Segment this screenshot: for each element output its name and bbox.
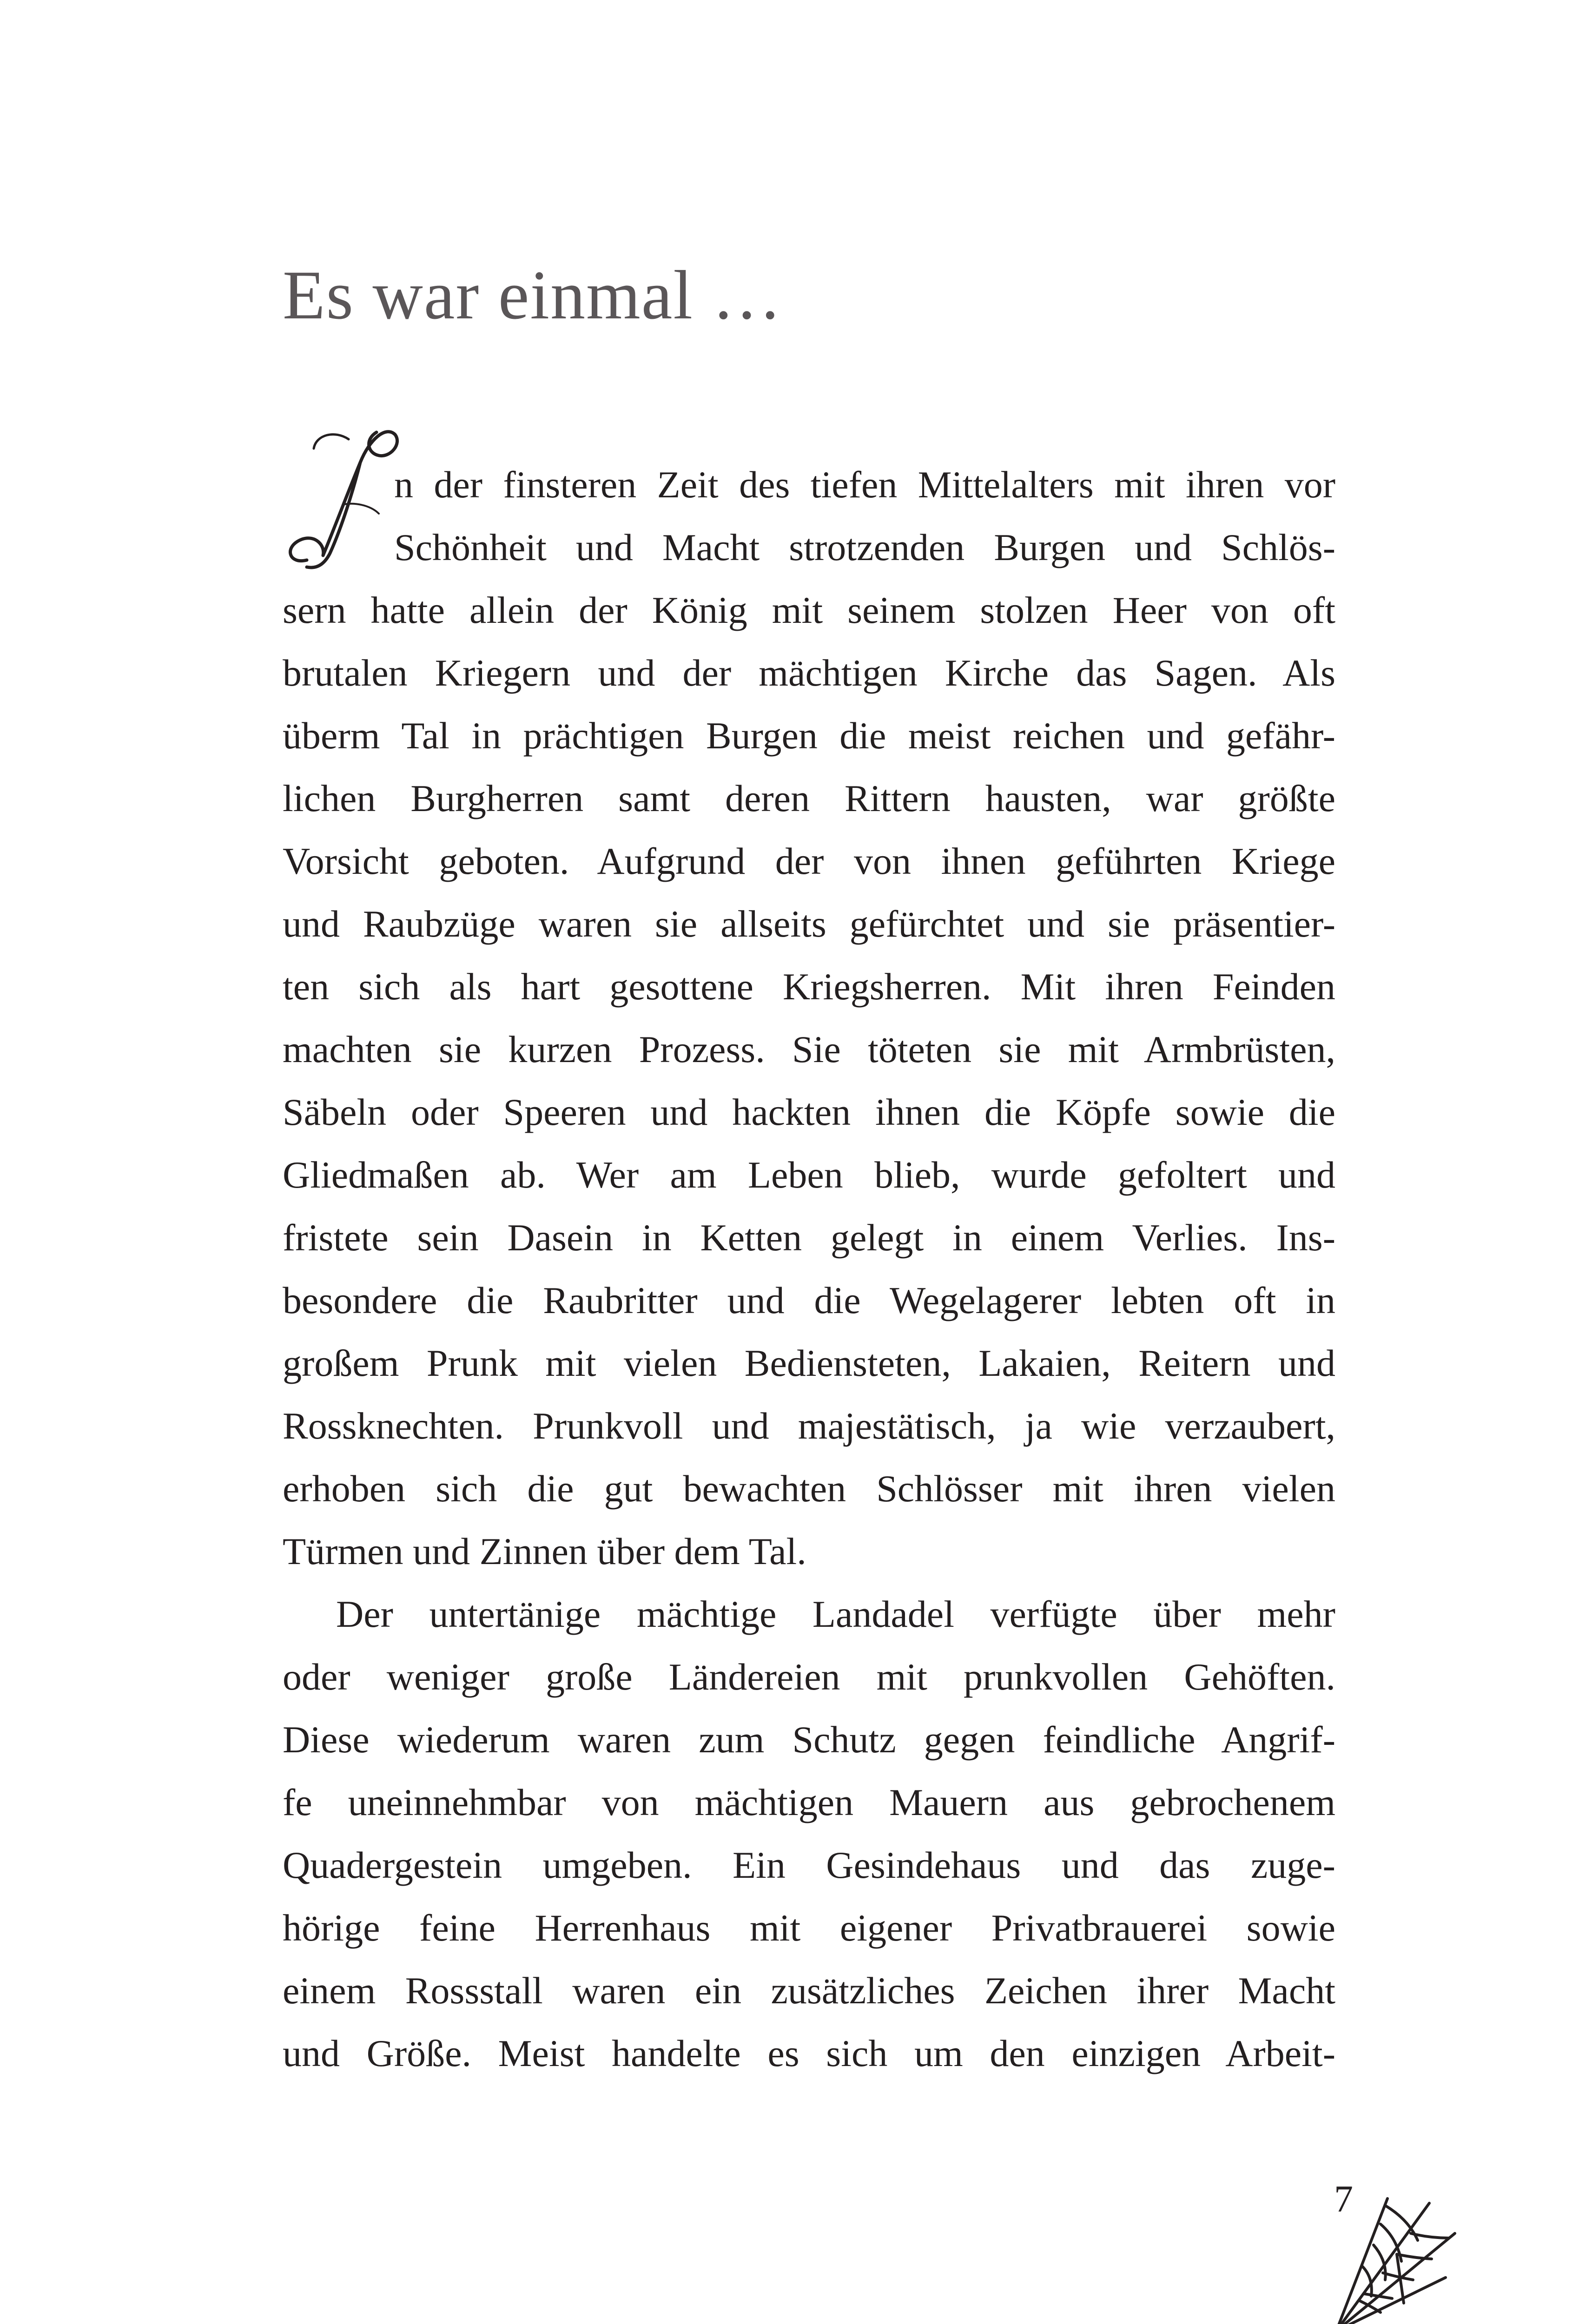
text-line: fe uneinnehmbar von mächtigen Mauern aus gebrochenem xyxy=(283,1781,1335,1823)
text-line: oder weniger große Ländereien mit prunkvollen Gehöften. xyxy=(283,1656,1335,1698)
text-line: Rossknechten. Prunkvoll und majestätisch, ja wie verzaubert, xyxy=(283,1405,1335,1447)
text-line: einem Rossstall waren ein zusätzliches Zeichen ihrer Macht xyxy=(283,1969,1335,2012)
text-line: Gliedmaßen ab. Wer am Leben blieb, wurde gefoltert und xyxy=(283,1154,1335,1196)
text-line: Säbeln oder Speeren und hackten ihnen die Köpfe sowie die xyxy=(283,1091,1335,1133)
text-line: sern hatte allein der König mit seinem stolzen Heer von oft xyxy=(283,589,1335,631)
text-line: erhoben sich die gut bewachten Schlösser mit ihren vielen xyxy=(283,1467,1335,1510)
text-line: Quadergestein umgeben. Ein Gesindehaus und das zuge- xyxy=(283,1844,1335,1886)
text-line: Der untertänige mächtige Landadel verfügte über mehr xyxy=(336,1593,1335,1635)
chapter-title: Es war einmal … xyxy=(283,257,783,334)
text-line: brutalen Kriegern und der mächtigen Kirche das Sagen. Als xyxy=(283,652,1335,694)
text-line: überm Tal in prächtigen Burgen die meist reichen und gefähr- xyxy=(283,714,1335,757)
text-line: Vorsicht geboten. Aufgrund der von ihnen geführten Kriege xyxy=(283,840,1335,882)
text-line: ten sich als hart gesottene Kriegsherren. Mit ihren Feinden xyxy=(283,965,1335,1008)
text-line: lichen Burgherren samt deren Rittern hausten, war größte xyxy=(283,777,1335,819)
text-line: hörige feine Herrenhaus mit eigener Privatbrauerei sowie xyxy=(283,1907,1335,1949)
text-line: fristete sein Dasein in Ketten gelegt in einem Verlies. Ins- xyxy=(283,1216,1335,1259)
paragraph-2 xyxy=(283,1583,1335,2085)
text-line: machten sie kurzen Prozess. Sie töteten sie mit Armbrüsten, xyxy=(283,1028,1335,1070)
text-line: großem Prunk mit vielen Bediensteten, Lakaien, Reitern und xyxy=(283,1342,1335,1384)
text-line: Türmen und Zinnen über dem Tal. xyxy=(283,1530,806,1572)
spider-web-icon xyxy=(1327,2185,1457,2324)
text-line: Schönheit und Macht strotzenden Burgen und Schlös- xyxy=(394,526,1335,568)
text-line: Diese wiederum waren zum Schutz gegen feindliche Angrif- xyxy=(283,1718,1335,1761)
text-line: n der finsteren Zeit des tiefen Mittelalters mit ihren vor xyxy=(394,463,1335,506)
text-line: und Raubzüge waren sie allseits gefürchtet und sie präsentier- xyxy=(283,903,1335,945)
body-text xyxy=(283,453,1335,2085)
text-line: und Größe. Meist handelte es sich um den einzigen Arbeit- xyxy=(283,2032,1335,2074)
page-number: 7 xyxy=(1334,2178,1353,2220)
paragraph-1 xyxy=(283,453,1335,1583)
text-line: besondere die Raubritter und die Wegelagerer lebten oft in xyxy=(283,1279,1335,1321)
